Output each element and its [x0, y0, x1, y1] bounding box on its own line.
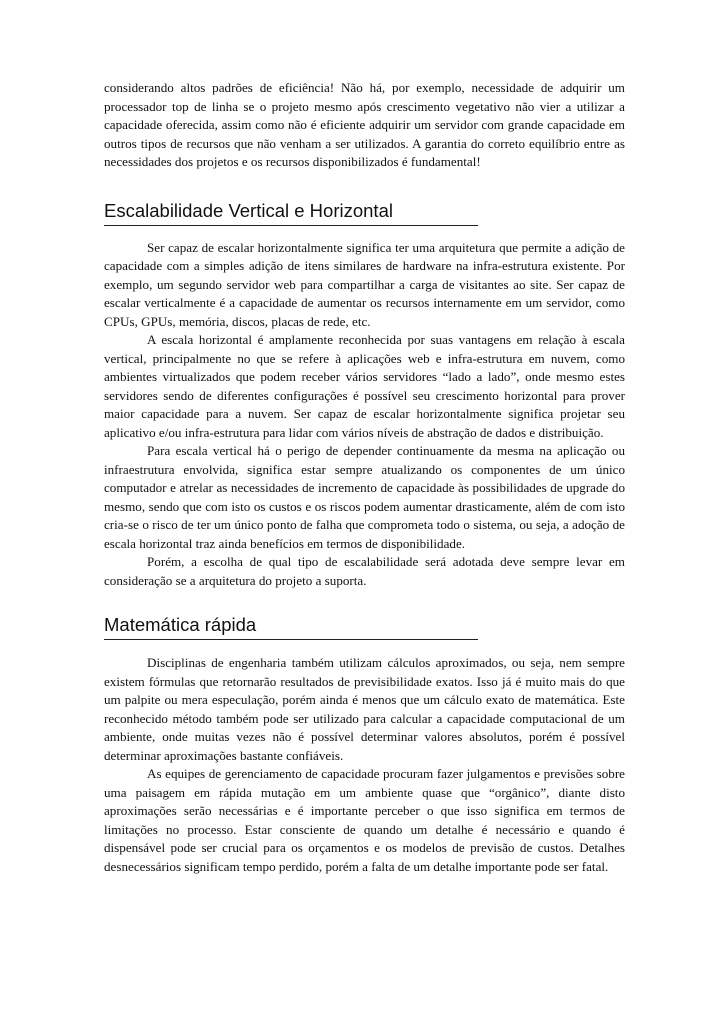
scalability-paragraph-2: A escala horizontal é amplamente reconhecida por suas vantagens em relação à escala vertical, principalmente no que se refere à aplicações web e infra-estrutura em nuvem, como ambientes virtualizados que podem receber vários servidores “lado a lado”, onde mesmo estes servidores sendo de diferentes configurações é possível seu crescimento horizontal para prover maior capacidade para a nuvem. Ser capaz de escalar horizontalmente significa projetar seu aplicativo e/ou infra-estrutura para lidar com vários níveis de abstração de dados e distribuição. — [104, 332, 625, 440]
scalability-paragraph-4: Porém, a escolha de qual tipo de escalabilidade será adotada deve sempre levar em consideração se a arquitetura do projeto a suporta. — [104, 554, 625, 588]
heading-scalability: Escalabilidade Vertical e Horizontal — [104, 199, 478, 226]
scalability-paragraph-3: Para escala vertical há o perigo de depender continuamente da mesma na aplicação ou infraestrutura envolvida, significa estar sempre atualizando os componentes de um único computador e atrelar as necessidades de incremento de capacidade às possibilidades de upgrade do mesmo, sendo que com isto os custos e os riscos podem aumentar drasticamente, além de com isto cria-se o risco de ter um único ponto de falha que comprometa todo o sistema, ou seja, a adoção de escala horizontal traz ainda benefícios em termos de disponibilidade. — [104, 443, 625, 551]
document-page — [104, 79, 625, 876]
intro-paragraph: considerando altos padrões de eficiência! Não há, por exemplo, necessidade de adquirir um processador top de linha se o projeto mesmo após crescimento vegetativo não vier a utilizar a capacidade oferecida, assim como não é eficiente adquirir um servidor com grande capacidade em outros tipos de recursos que não venham a ser utilizados. A garantia do correto equilíbrio entre as necessidades dos projetos e os recursos disponibilizados é fundamental! — [104, 80, 625, 169]
scalability-paragraph-1: Ser capaz de escalar horizontalmente significa ter uma arquitetura que permite a adição de capacidade com a simples adição de itens similares de hardware na infra-estrutura existente. Por exemplo, um segundo servidor web para compartilhar a carga de visitantes ao site. Ser capaz de escalar verticalmente é a capacidade de aumentar os recursos internamente em um servidor, como CPUs, GPUs, memória, discos, placas de rede, etc. — [104, 239, 625, 329]
heading-fast-math: Matemática rápida — [104, 613, 478, 640]
math-paragraph-1: Disciplinas de engenharia também utilizam cálculos aproximados, ou seja, nem sempre existem fórmulas que retornarão resultados de previsibilidade exatos. Isso já é muito mais do que um palpite ou mera especulação, porém ainda é menos que um cálculo exato de matemática. Este reconhecido método também pode ser utilizado para calcular a capacidade computacional de um ambiente, onde muitas vezes não é possível determinar valores absolutos, porém é possível determinar aproximações bastante confiáveis. — [104, 655, 625, 763]
math-paragraph-2: As equipes de gerenciamento de capacidade procuram fazer julgamentos e previsões sobre uma paisagem em rápida mutação em um ambiente quase que “orgânico”, diante disto aproximações serão necessárias e é importante perceber o que isso significa em termos de limitações no processo. Estar consciente de quando um detalhe é necessário e quando é dispensável pode ser crucial para os orçamentos e os modelos de previsão de custos. Detalhes desnecessários significam tempo perdido, porém a falta de um detalhe importante pode ser fatal. — [104, 766, 625, 874]
